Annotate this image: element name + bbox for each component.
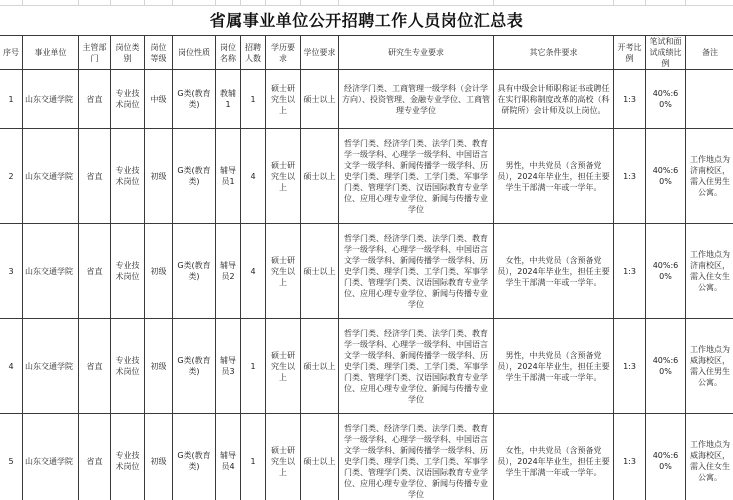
cell-major: 经济学门类、工商管理一级学科（会计学方向）、投资管理、金融专业学位、工商管理专业学位 <box>339 70 494 129</box>
cell-index: 4 <box>0 319 23 414</box>
col-header-count: 招聘人数 <box>241 36 266 70</box>
cell-score-ratio: 40%:60% <box>646 224 686 319</box>
page-title: 省属事业单位公开招聘工作人员岗位汇总表 <box>209 11 524 30</box>
cell-category: 专业技术岗位 <box>111 414 145 500</box>
cell-ratio: 1:3 <box>614 319 646 414</box>
cell-count: 4 <box>241 129 266 224</box>
cell-note: 工作地点为威海校区，需入住女生公寓。 <box>686 414 733 500</box>
cell-unit: 山东交通学院 <box>23 70 79 129</box>
cell-level: 中级 <box>145 70 173 129</box>
cell-education: 硕士研究生以上 <box>266 224 301 319</box>
cell-ratio: 1:3 <box>614 414 646 500</box>
col-header-level: 岗位等级 <box>145 36 173 70</box>
col-header-education: 学历要求 <box>266 36 301 70</box>
cell-degree: 硕士以上 <box>301 70 339 129</box>
cell-unit: 山东交通学院 <box>23 224 79 319</box>
cell-position: 辅导员1 <box>216 129 241 224</box>
col-header-conditions: 其它条件要求 <box>494 36 614 70</box>
cell-degree: 硕士以上 <box>301 129 339 224</box>
cell-major: 哲学门类、经济学门类、法学门类、教育学一级学科、心理学一级学科、中国语言文学一级学科、新闻传播学一级学科、历史学门类、理学门类、工学门类、军事学门类、管理学门类、汉语国际教育专业学位、应用心理专业学位、新闻与传播专业学位 <box>339 129 494 224</box>
col-header-major: 研究生专业要求 <box>339 36 494 70</box>
cell-level: 初级 <box>145 319 173 414</box>
cell-index: 3 <box>0 224 23 319</box>
col-header-category: 岗位类别 <box>111 36 145 70</box>
col-header-note: 备注 <box>686 36 733 70</box>
cell-count: 4 <box>241 224 266 319</box>
cell-note <box>686 70 733 129</box>
cell-department: 省直 <box>79 224 111 319</box>
cell-index: 5 <box>0 414 23 500</box>
cell-education: 硕士研究生以上 <box>266 319 301 414</box>
cell-level: 初级 <box>145 414 173 500</box>
cell-unit: 山东交通学院 <box>23 414 79 500</box>
col-header-unit: 事业单位 <box>23 36 79 70</box>
cell-level: 初级 <box>145 224 173 319</box>
table-row <box>0 224 733 319</box>
col-header-score-ratio: 笔试和面试成绩比例 <box>646 36 686 70</box>
cell-note: 工作地点为济南校区，需入住女生公寓。 <box>686 224 733 319</box>
cell-degree: 硕士以上 <box>301 319 339 414</box>
cell-education: 硕士研究生以上 <box>266 70 301 129</box>
table-row <box>0 414 733 500</box>
col-header-ratio: 开考比例 <box>614 36 646 70</box>
col-header-department: 主管部门 <box>79 36 111 70</box>
cell-department: 省直 <box>79 70 111 129</box>
cell-position: 辅导员2 <box>216 224 241 319</box>
table-row <box>0 319 733 414</box>
cell-conditions: 女性，中共党员（含预备党员），2024年毕业生，担任主要学生干部满一年或一学年。 <box>494 414 614 500</box>
cell-nature: G类(教育类) <box>173 224 216 319</box>
cell-score-ratio: 40%:60% <box>646 129 686 224</box>
col-header-index: 序号 <box>0 36 23 70</box>
cell-position: 教辅1 <box>216 70 241 129</box>
table-row <box>0 70 733 129</box>
cell-department: 省直 <box>79 414 111 500</box>
cell-count: 1 <box>241 70 266 129</box>
cell-degree: 硕士以上 <box>301 414 339 500</box>
col-header-position: 岗位名称 <box>216 36 241 70</box>
table-row <box>0 129 733 224</box>
cell-nature: G类(教育类) <box>173 70 216 129</box>
positions-table <box>0 35 733 500</box>
cell-major: 哲学门类、经济学门类、法学门类、教育学一级学科、心理学一级学科、中国语言文学一级学科、新闻传播学一级学科、历史学门类、理学门类、工学门类、军事学门类、管理学门类、汉语国际教育专业学位、应用心理专业学位、新闻与传播专业学位 <box>339 224 494 319</box>
col-header-nature: 岗位性质 <box>173 36 216 70</box>
cell-ratio: 1:3 <box>614 129 646 224</box>
cell-category: 专业技术岗位 <box>111 129 145 224</box>
cell-category: 专业技术岗位 <box>111 70 145 129</box>
cell-department: 省直 <box>79 319 111 414</box>
cell-major: 哲学门类、经济学门类、法学门类、教育学一级学科、心理学一级学科、中国语言文学一级学科、新闻传播学一级学科、历史学门类、理学门类、工学门类、军事学门类、管理学门类、汉语国际教育专业学位、应用心理专业学位、新闻与传播专业学位 <box>339 319 494 414</box>
cell-education: 硕士研究生以上 <box>266 129 301 224</box>
cell-index: 2 <box>0 129 23 224</box>
cell-nature: G类(教育类) <box>173 319 216 414</box>
cell-count: 1 <box>241 319 266 414</box>
cell-conditions: 男性，中共党员（含预备党员），2024年毕业生，担任主要学生干部满一年或一学年。 <box>494 129 614 224</box>
cell-index: 1 <box>0 70 23 129</box>
cell-ratio: 1:3 <box>614 224 646 319</box>
cell-conditions: 女性，中共党员（含预备党员），2024年毕业生，担任主要学生干部满一年或一学年。 <box>494 224 614 319</box>
cell-category: 专业技术岗位 <box>111 224 145 319</box>
cell-conditions: 具有中级会计师职称证书或聘任在实行职称制度改革的高校（科研院所）会计师及以上岗位。 <box>494 70 614 129</box>
cell-position: 辅导员4 <box>216 414 241 500</box>
cell-ratio: 1:3 <box>614 70 646 129</box>
cell-nature: G类(教育类) <box>173 129 216 224</box>
cell-category: 专业技术岗位 <box>111 319 145 414</box>
cell-level: 初级 <box>145 129 173 224</box>
cell-score-ratio: 40%:60% <box>646 319 686 414</box>
cell-note: 工作地点为济南校区，需入住男生公寓。 <box>686 129 733 224</box>
cell-degree: 硕士以上 <box>301 224 339 319</box>
cell-unit: 山东交通学院 <box>23 129 79 224</box>
cell-score-ratio: 40%:60% <box>646 70 686 129</box>
cell-score-ratio: 40%:60% <box>646 414 686 500</box>
cell-unit: 山东交通学院 <box>23 319 79 414</box>
col-header-degree: 学位要求 <box>301 36 339 70</box>
cell-conditions: 男性，中共党员（含预备党员），2024年毕业生，担任主要学生干部满一年或一学年。 <box>494 319 614 414</box>
cell-position: 辅导员3 <box>216 319 241 414</box>
cell-major: 哲学门类、经济学门类、法学门类、教育学一级学科、心理学一级学科、中国语言文学一级学科、新闻传播学一级学科、历史学门类、理学门类、工学门类、军事学门类、管理学门类、汉语国际教育专业学位、应用心理专业学位、新闻与传播专业学位 <box>339 414 494 500</box>
cell-note: 工作地点为威海校区，需入住男生公寓。 <box>686 319 733 414</box>
cell-education: 硕士研究生以上 <box>266 414 301 500</box>
header-row <box>0 36 733 70</box>
cell-nature: G类(教育类) <box>173 414 216 500</box>
cell-department: 省直 <box>79 129 111 224</box>
cell-count: 1 <box>241 414 266 500</box>
